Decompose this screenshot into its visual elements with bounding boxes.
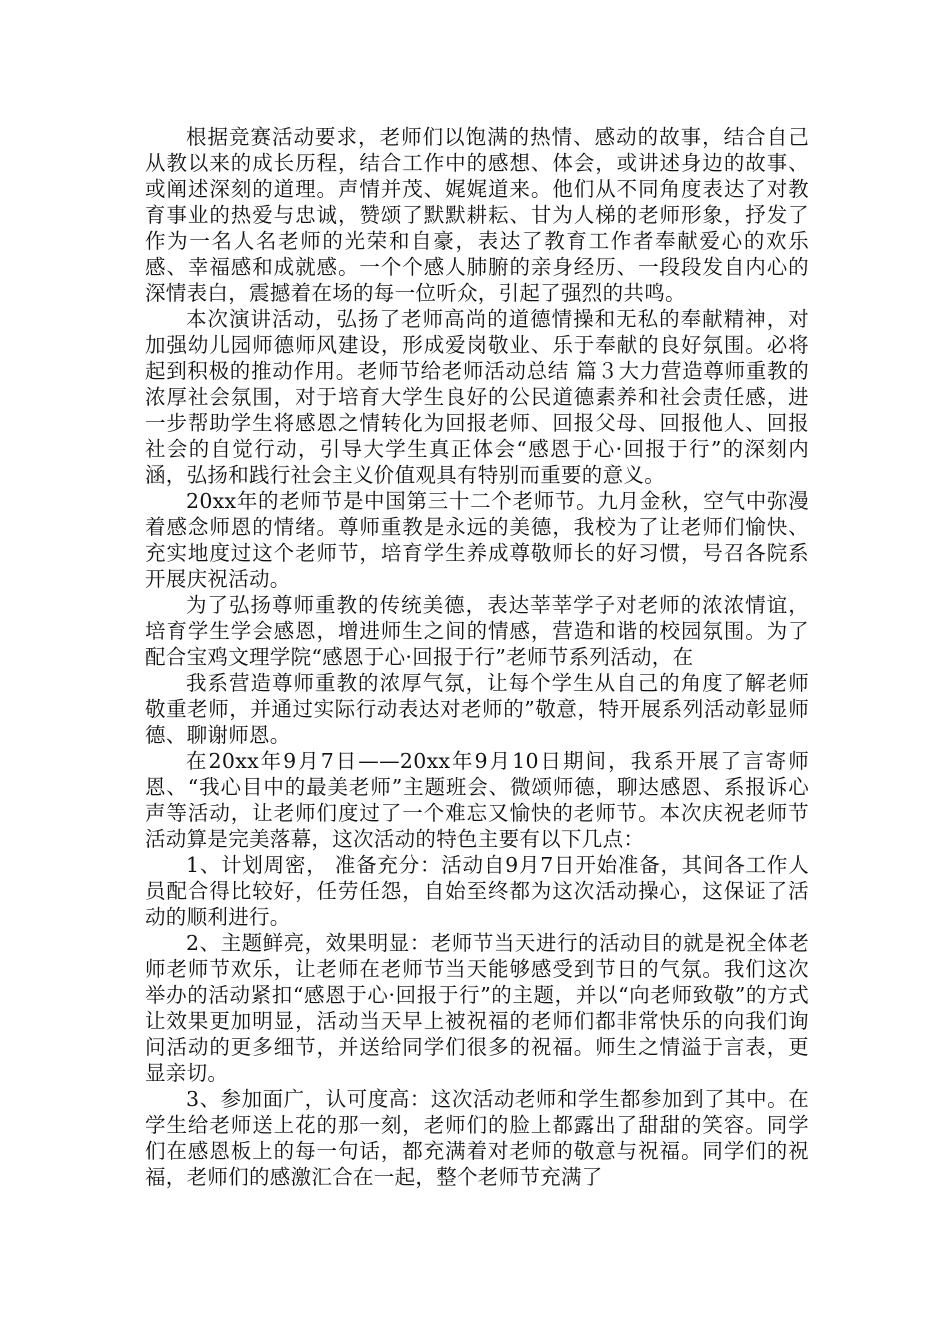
paragraph-2: 本次演讲活动，弘扬了老师高尚的道德情操和无私的奉献精神，对加强幼儿园师德师风建设，形成爱岗敬业、乐于奉献的良好氛围。必将起到积极的推动作用。老师节给老师活动总结 篇３大力营造尊师重教的浓厚社会氛围，对于培育大学生良好的公民道德素养和社会责任感，进一步帮助学生将感恩之情转化为回报老师、回报父母、回报他人、回报社会的自觉行动，引导大学生真正体会“感恩于心·回报于行”的深刻内涵，弘扬和践行社会主义价值观具有特别而重要的意义。 xyxy=(145,307,809,487)
paragraph-8: 2、主题鲜亮，效果明显：老师节当天进行的活动目的就是祝全体老师老师节欢乐，让老师在老师节当天能够感受到节日的气氛。我们这次举办的活动紧扣“感恩于心·回报于行”的主题，并以“向老师致敬”的方式让效果更加明显，活动当天早上被祝福的老师们都非常快乐的向我们询问活动的更多细节，并送给同学们很多的祝福。师生之情溢于言表，更显亲切。 xyxy=(145,931,809,1085)
paragraph-1: 根据竞赛活动要求，老师们以饱满的热情、感动的故事，结合自己从教以来的成长历程，结合工作中的感想、体会，或讲述身边的故事、或阐述深刻的道理。声情并茂、娓娓道来。他们从不同角度表达了对教育事业的热爱与忠诚，赞颂了默默耕耘、甘为人梯的老师形象，抒发了作为一名人名老师的光荣和自豪，表达了教育工作者奉献爱心的欢乐感、幸福感和成就感。一个个感人肺腑的亲身经历、一段段发自内心的深情表白，震撼着在场的每一位听众，引起了强烈的共鸣。 xyxy=(145,125,809,305)
paragraph-6: 在20xx年9月7日——20xx年9月10日期间，我系开展了言寄师恩、“我心目中的最美老师”主题班会、微颂师德，聊达感恩、系报诉心声等活动，让老师们度过了一个难忘又愉快的老师节。本次庆祝老师节活动算是完美落幕，这次活动的特色主要有以下几点： xyxy=(145,749,809,851)
paragraph-5: 我系营造尊师重教的浓厚气氛，让每个学生从自己的角度了解老师敬重老师，并通过实际行动表达对老师的”敬意，特开展系列活动彰显师德、聊谢师恩。 xyxy=(145,671,809,747)
paragraph-7: 1、计划周密， 准备充分：活动自9月7日开始准备，其间各工作人员配合得比较好，任劳任怨，自始至终都为这次活动操心，这保证了活动的顺利进行。 xyxy=(145,853,809,929)
paragraph-9: 3、参加面广，认可度高：这次活动老师和学生都参加到了其中。在学生给老师送上花的那一刻，老师们的脸上都露出了甜甜的笑容。同学们在感恩板上的每一句话，都充满着对老师的敬意与祝福。同学们的祝福，老师们的感激汇合在一起，整个老师节充满了 xyxy=(145,1087,809,1189)
document-body xyxy=(145,124,809,1190)
paragraph-4: 为了弘扬尊师重教的传统美德，表达莘莘学子对老师的浓浓情谊，培育学生学会感恩，增进师生之间的情感，营造和谐的校园氛围。为了配合宝鸡文理学院“感恩于心·回报于行”老师节系列活动，在 xyxy=(145,593,809,669)
paragraph-3: 20xx年的老师节是中国第三十二个老师节。九月金秋，空气中弥漫着感念师恩的情绪。尊师重教是永远的美德，我校为了让老师们愉快、充实地度过这个老师节，培育学生养成尊敬师长的好习惯，号召各院系开展庆祝活动。 xyxy=(145,489,809,591)
